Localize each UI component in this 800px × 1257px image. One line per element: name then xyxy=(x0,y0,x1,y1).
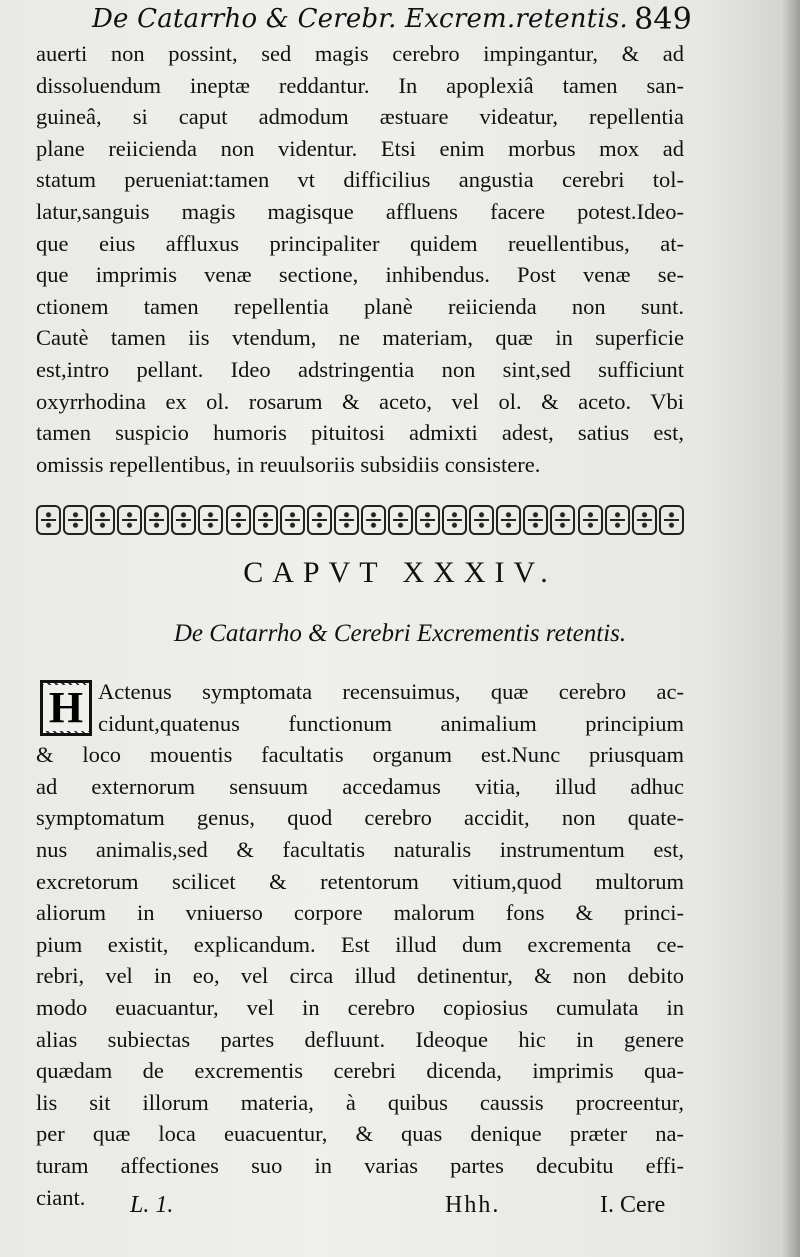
fleuron-ornament xyxy=(415,505,440,535)
fleuron-ornament xyxy=(280,505,305,535)
text-line: plane reiicienda non videntur. Etsi enim morbus mox ad xyxy=(36,135,684,161)
text-line: latur,sanguis magis magisque affluens facere potest.Ideo- xyxy=(36,198,684,224)
fleuron-ornament xyxy=(307,505,332,535)
text-line: oxyrrhodina ex ol. rosarum & aceto, vel ol. & aceto. Vbi xyxy=(36,388,684,414)
page-number: 849 xyxy=(634,2,692,37)
fleuron-ornament xyxy=(496,505,521,535)
text-line: rebri, vel in eo, vel circa illud detinentur, & non debito xyxy=(36,963,684,989)
running-title: De Catarrho & Cerebr. Excrem.retentis. xyxy=(92,4,628,34)
text-line: omissis repellentibus, in reuulsoriis subsidiis consistere. xyxy=(36,451,541,477)
fleuron-ornament xyxy=(117,505,142,535)
fleuron-ornament xyxy=(226,505,251,535)
initial-letter: H xyxy=(43,685,89,731)
fleuron-ornament xyxy=(198,505,223,535)
text-line: ad externorum sensuum accedamus vitia, illud adhuc xyxy=(36,773,684,799)
chapter-subtitle: De Catarrho & Cerebri Excrementis retentis. xyxy=(173,620,627,647)
fleuron-ornament xyxy=(253,505,278,535)
fleuron-ornament xyxy=(171,505,196,535)
text-line: per quæ loca euacuentur, & quas denique præter na- xyxy=(36,1121,684,1147)
fleuron-ornament xyxy=(632,505,657,535)
signature-mark: L. 1. xyxy=(130,1192,174,1218)
fleuron-ornament xyxy=(144,505,169,535)
running-head xyxy=(92,4,692,38)
chapter-paragraph xyxy=(36,676,684,1213)
fleuron-ornament xyxy=(388,505,413,535)
fleuron-ornament xyxy=(90,505,115,535)
text-line: que eius affluxus principaliter quidem reuellentibus, at- xyxy=(36,230,684,256)
fleuron-ornament xyxy=(550,505,575,535)
fleuron-ornament xyxy=(442,505,467,535)
fleuron-ornament xyxy=(36,505,61,535)
fleuron-ornament xyxy=(605,505,630,535)
text-line: symptomatum genus, quod cerebro accidit, non quate- xyxy=(36,805,684,831)
text-line: est,intro pellant. Ideo adstringentia non sint,sed sufficiunt xyxy=(36,356,684,382)
chapter-title: CAPVT XXXIV. xyxy=(243,556,557,589)
fleuron-ornament xyxy=(469,505,494,535)
text-line: cidunt,quatenus functionum animalium principium xyxy=(98,710,684,736)
text-line: alias subiectas partes defluunt. Ideoque hic in genere xyxy=(36,1026,684,1052)
text-line: & loco mouentis facultatis organum est.Nunc priusquam xyxy=(36,742,684,768)
fleuron-ornament xyxy=(578,505,603,535)
text-line: pium existit, explicandum. Est illud dum excrementa ce- xyxy=(36,931,684,957)
fleuron-ornament xyxy=(523,505,548,535)
text-line: nus animalis,sed & facultatis naturalis instrumentum est, xyxy=(36,836,684,862)
paragraph-continued xyxy=(36,38,684,480)
text-line: turam affectiones suo in varias partes decubitu effi- xyxy=(36,1152,684,1178)
fleuron-ornament xyxy=(659,505,684,535)
text-line: Actenus symptomata recensuimus, quæ cerebro ac- xyxy=(98,679,684,704)
text-line: quædam de excrementis cerebri dicenda, imprimis qua- xyxy=(36,1058,684,1084)
page-edge-shadow xyxy=(782,0,800,1257)
ornamental-band xyxy=(36,500,684,540)
text-line: excretorum scilicet & retentorum vitium,quod multorum xyxy=(36,868,684,894)
text-line: guineâ, si caput admodum æstuare videatur, repellentia xyxy=(36,104,684,130)
text-line: aliorum in vniuerso corpore malorum fons & princi- xyxy=(36,900,684,926)
text-line: lis sit illorum materia, à quibus caussis procreentur, xyxy=(36,1089,684,1115)
text-line: modo euacuantur, vel in cerebro copiosius cumulata in xyxy=(36,994,684,1020)
catchword: I. Cere xyxy=(600,1192,666,1218)
text-line: dissoluendum ineptæ reddantur. In apoplexiâ tamen san- xyxy=(36,72,684,98)
fleuron-ornament xyxy=(361,505,386,535)
text-line: ciant. xyxy=(36,1184,86,1210)
text-line: statum perueniat:tamen vt difficilius angustia cerebri tol- xyxy=(36,167,684,193)
page-footer xyxy=(0,1192,800,1228)
gathering-mark: Hhh. xyxy=(445,1192,501,1218)
fleuron-ornament xyxy=(334,505,359,535)
text-line: ctionem tamen repellentia planè reiicienda non sunt. xyxy=(36,293,684,319)
text-line: que imprimis venæ sectione, inhibendus. Post venæ se- xyxy=(36,262,684,288)
text-line: Cautè tamen iis vtendum, ne materiam, quæ in superficie xyxy=(36,325,684,351)
fleuron-ornament xyxy=(63,505,88,535)
text-line: tamen suspicio humoris pituitosi admixti adest, satius est, xyxy=(36,420,684,446)
text-line: auerti non possint, sed magis cerebro impingantur, & ad xyxy=(36,41,684,66)
